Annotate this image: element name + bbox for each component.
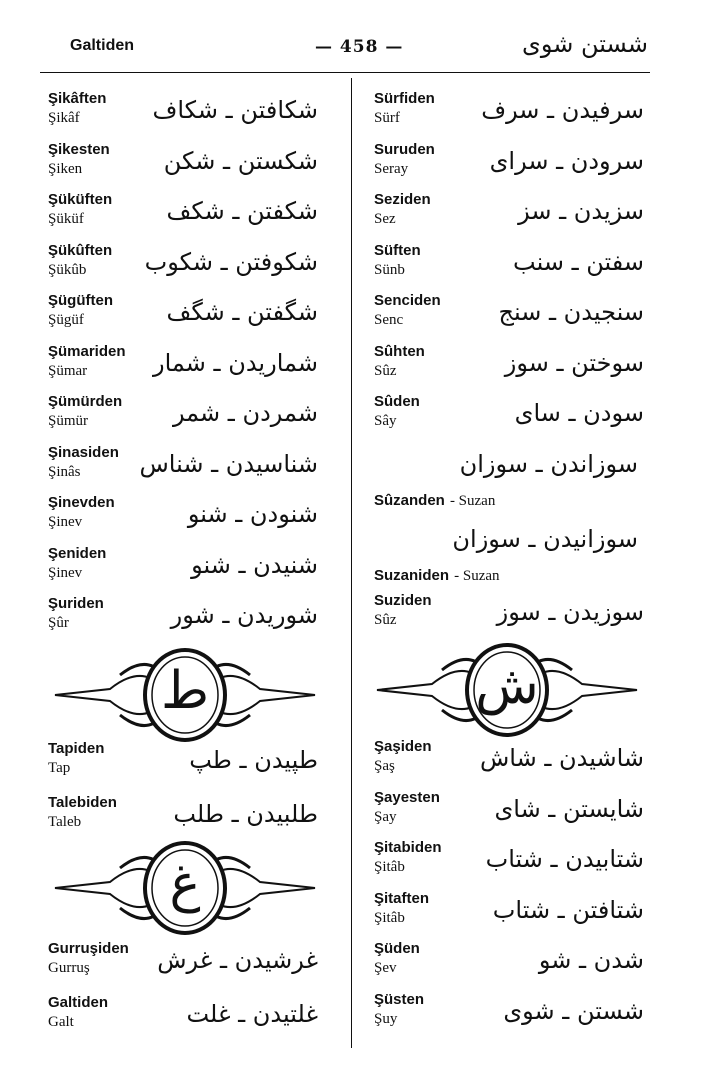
arabic-verb: طلبيدن ـ طلب	[173, 800, 318, 828]
header-rule	[40, 72, 650, 73]
arabic-verb: سوزاندن ـ سوزان	[459, 450, 638, 478]
arabic-verb: غلتيدن ـ غلت	[186, 1000, 318, 1028]
stem: Şügüf	[48, 312, 84, 328]
ornament-ghayn	[50, 838, 320, 938]
ornament-shin	[372, 640, 642, 740]
stem: Senc	[374, 312, 404, 328]
dictionary-entry	[374, 890, 644, 938]
arabic-verb: شاشيدن ـ شاش	[479, 744, 644, 772]
arabic-verb: شتابيدن ـ شتاب	[485, 845, 644, 873]
headword: Gurruşiden	[48, 940, 129, 957]
dictionary-entry	[374, 191, 644, 239]
arabic-verb: سوزيدن ـ سوز	[496, 598, 644, 626]
arabic-verb: سزيدن ـ سز	[518, 197, 644, 225]
arabic-verb: شتافتن ـ شتاب	[492, 895, 644, 924]
arabic-verb: سوزانيدن ـ سوزان	[452, 525, 638, 553]
headword: Şeniden	[48, 544, 107, 562]
headword: Talebiden	[48, 794, 117, 811]
dictionary-entry	[374, 738, 644, 786]
dictionary-entry	[48, 940, 318, 988]
dictionary-entry	[374, 991, 644, 1039]
entry-suziden	[374, 592, 644, 640]
arabic-verb: غرشيدن ـ غرش	[157, 946, 318, 974]
headword: Suruden	[374, 140, 435, 158]
arabic-verb: سرودن ـ سراى	[489, 146, 644, 175]
arabic-verb: شمردن ـ شمر	[172, 399, 318, 427]
headword: Senciden	[374, 292, 441, 309]
stem: Şaş	[374, 758, 395, 774]
dictionary-entry	[48, 292, 318, 340]
dictionary-entry	[374, 393, 644, 441]
arabic-verb: شوريدن ـ شور	[170, 601, 318, 629]
stem: Şiken	[48, 160, 83, 177]
stem: Gurruş	[48, 960, 90, 976]
arabic-verb: سرفيدن ـ سرف	[481, 96, 644, 124]
page-number: — 458 —	[315, 37, 404, 57]
dictionary-entry	[48, 494, 318, 542]
headword: Tapiden	[48, 740, 105, 757]
dictionary-entry	[374, 90, 644, 138]
headword: Şaşiden	[374, 738, 432, 755]
dictionary-entry	[374, 940, 644, 988]
arabic-verb: شدن ـ شو	[538, 946, 644, 974]
dictionary-entry	[48, 141, 318, 189]
headword: Süften	[374, 241, 421, 259]
dictionary-entry	[48, 90, 318, 138]
arabic-verb: شكافتن ـ شكاف	[152, 96, 318, 124]
page-header	[0, 0, 708, 70]
stem: Seray	[374, 160, 409, 177]
dictionary-entry	[48, 595, 318, 643]
arabic-verb: شكوفتن ـ شكوب	[144, 247, 318, 276]
stem: Sûz	[374, 612, 397, 628]
headword: Galtiden	[48, 994, 109, 1011]
stem: Galt	[48, 1014, 74, 1030]
headword: Seziden	[374, 191, 431, 208]
stem: Şay	[374, 808, 397, 825]
headword: Şinevden	[48, 494, 115, 511]
stem: Sürf	[374, 110, 400, 126]
stem: Şümar	[48, 362, 88, 379]
dictionary-entry	[374, 789, 644, 837]
headword: Şikâften	[48, 90, 107, 107]
headword: Sûhten	[374, 342, 425, 360]
stem: Sünb	[374, 261, 405, 278]
stem: Şikâf	[48, 110, 80, 126]
stem: Şümür	[48, 413, 89, 429]
arabic-verb: شناسيدن ـ شناس	[139, 449, 318, 478]
stem: Sez	[374, 211, 396, 227]
headword: Şayesten	[374, 788, 440, 806]
arabic-verb: شگفتن ـ شگف	[166, 298, 318, 326]
arabic-verb: طپيدن ـ طپ	[189, 746, 318, 774]
ornament-letter: غ	[169, 854, 201, 914]
ornament-letter: ط	[160, 661, 210, 721]
stem: Sây	[374, 413, 397, 429]
dictionary-entry	[374, 343, 644, 391]
running-head-right: شستن شوى	[522, 30, 648, 58]
stem: - Suzan	[449, 493, 496, 509]
arabic-verb: سوختن ـ سوز	[504, 348, 644, 377]
dictionary-entry	[48, 740, 318, 788]
dictionary-entry	[48, 343, 318, 391]
headword: Şuriden	[48, 595, 104, 612]
stem: Şev	[374, 960, 397, 976]
stem: Şitâb	[374, 909, 405, 926]
stem: Şuy	[374, 1010, 398, 1027]
headword: Suziden	[374, 592, 432, 609]
stem: Şükûb	[48, 261, 87, 278]
arabic-verb: شماريدن ـ شمار	[153, 348, 318, 377]
dictionary-entry	[374, 292, 644, 340]
stem: Şinev	[48, 564, 83, 581]
headword: Şümariden	[48, 342, 126, 360]
stem: Şûr	[48, 615, 69, 631]
arabic-verb: شستن ـ شوى	[503, 996, 644, 1025]
dictionary-entry	[48, 393, 318, 441]
ornament-letter: ش	[475, 656, 539, 716]
headword: Sürfiden	[374, 90, 435, 107]
dictionary-entry	[374, 242, 644, 290]
dictionary-entry	[48, 794, 318, 842]
ornament-ta	[50, 645, 320, 745]
headword: Şüküften	[48, 191, 113, 208]
stem: - Suzan	[454, 568, 500, 584]
dictionary-entry	[48, 444, 318, 492]
stem: Taleb	[48, 814, 82, 830]
dictionary-entry	[48, 994, 318, 1042]
headword: Şüsten	[374, 990, 425, 1008]
headword: Şümürden	[48, 393, 123, 410]
dictionary-entry	[48, 191, 318, 239]
headword: Şinasiden	[48, 443, 119, 461]
column-divider	[351, 78, 352, 1048]
headword: Şitaften	[374, 889, 430, 907]
headword: Şüden	[374, 940, 420, 957]
stem: Şitâb	[374, 859, 405, 875]
headword: Şügüften	[48, 292, 113, 309]
arabic-verb: شنودن ـ شنو	[187, 500, 318, 528]
arabic-verb: سفتن ـ سنب	[513, 247, 644, 276]
dictionary-entry	[48, 242, 318, 290]
stem: Şinev	[48, 514, 83, 530]
stem: Tap	[48, 760, 71, 776]
arabic-verb: شايستن ـ شاى	[494, 794, 644, 823]
arabic-verb: سودن ـ ساى	[514, 399, 644, 427]
headword: Sûzanden	[374, 492, 445, 509]
arabic-verb: سنجيدن ـ سنج	[498, 298, 644, 326]
stem: Sûz	[374, 362, 397, 379]
headword: Suzaniden	[374, 567, 450, 584]
headword: Şitabiden	[374, 839, 442, 856]
headword: Sûden	[374, 393, 420, 410]
headword: Şikesten	[48, 140, 110, 158]
stem: Şüküf	[48, 211, 84, 227]
stem: Şinâs	[48, 463, 81, 480]
headword: Şükûften	[48, 241, 113, 259]
arabic-verb: شنيدن ـ شنو	[191, 550, 318, 579]
dictionary-entry	[48, 545, 318, 593]
arabic-verb: شكستن ـ شكن	[163, 146, 318, 175]
running-head-left: Galtiden	[70, 37, 135, 54]
dictionary-entry	[374, 141, 644, 189]
dictionary-entry	[374, 839, 644, 887]
arabic-verb: شكفتن ـ شكف	[166, 197, 318, 225]
